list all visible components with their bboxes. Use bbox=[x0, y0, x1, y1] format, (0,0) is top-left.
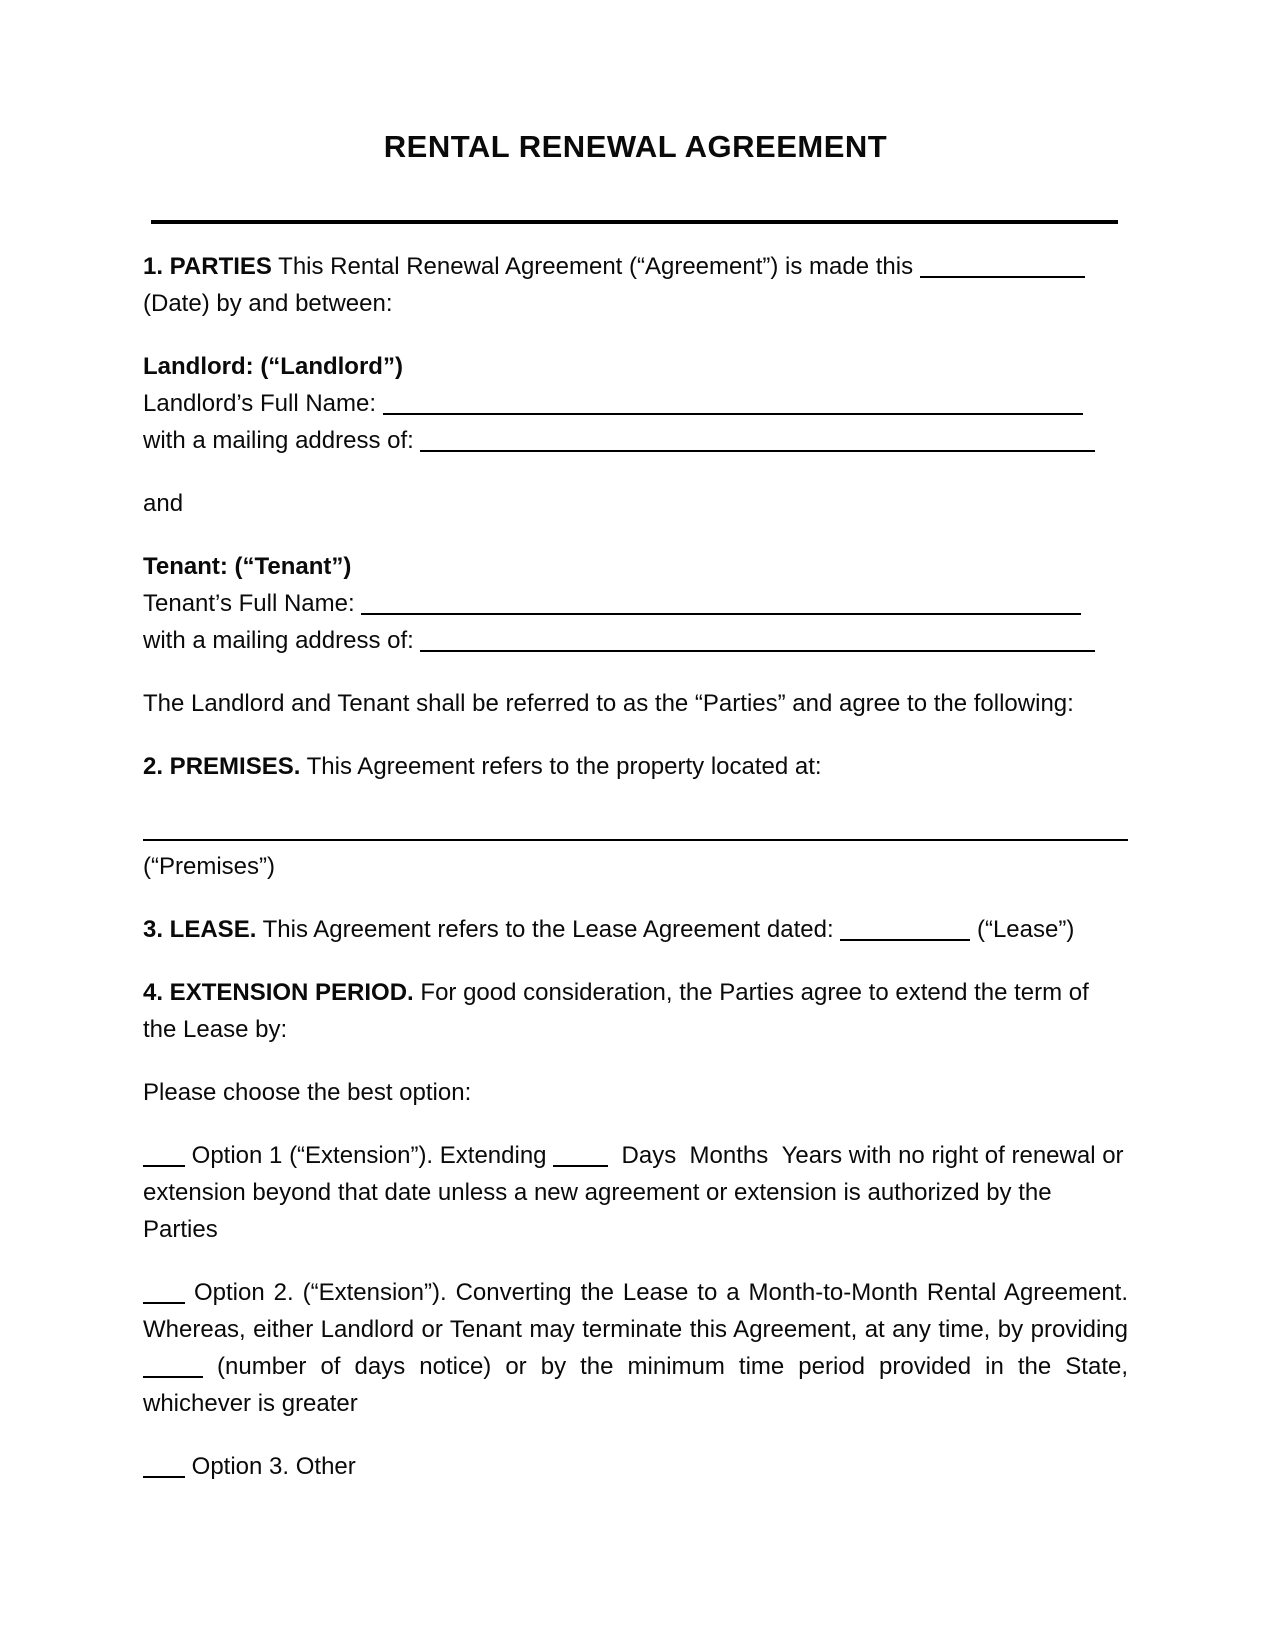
option-2 bbox=[143, 1274, 1128, 1422]
fill-in-blank bbox=[143, 1302, 185, 1304]
text-run: For good consideration, the Parties agree to extend the term of the Lease by: bbox=[143, 979, 1089, 1043]
tenant-heading bbox=[143, 548, 1128, 585]
text-run: with a mailing address of: bbox=[143, 427, 421, 454]
text-run: Days Months Years with no right of renewal or extension beyond that date unless a new agreement or extension is authorized by the Parties bbox=[143, 1142, 1124, 1243]
tenant-name-line bbox=[143, 585, 1128, 622]
landlord-heading bbox=[143, 348, 1128, 385]
extension-period-clause bbox=[143, 974, 1128, 1048]
text-run: Landlord’s Full Name: bbox=[143, 390, 383, 417]
bold-text-run: 4. EXTENSION PERIOD. bbox=[143, 979, 414, 1006]
fill-in-blank bbox=[920, 276, 1085, 278]
and-connector bbox=[143, 485, 1128, 522]
text-run: Tenant’s Full Name: bbox=[143, 590, 362, 617]
text-run: The Landlord and Tenant shall be referred to as the “Parties” and agree to the following: bbox=[143, 690, 1074, 717]
fill-in-blank bbox=[143, 1376, 203, 1378]
fill-in-blank bbox=[383, 413, 1083, 415]
bold-text-run: Landlord: (“Landlord”) bbox=[143, 353, 403, 380]
lease-clause bbox=[143, 911, 1128, 948]
bold-text-run: 3. LEASE. bbox=[143, 916, 257, 943]
fill-in-blank bbox=[420, 650, 1095, 652]
premises-clause bbox=[143, 748, 1128, 785]
text-run: Option 3. Other bbox=[185, 1453, 356, 1480]
text-run: This Rental Renewal Agreement (“Agreement”) is made this bbox=[271, 253, 920, 280]
fill-in-blank bbox=[553, 1165, 608, 1167]
fill-in-blank bbox=[143, 1476, 185, 1478]
text-run: (“Premises”) bbox=[143, 853, 275, 880]
choose-option-prompt bbox=[143, 1074, 1128, 1111]
page-title: RENTAL RENEWAL AGREEMENT bbox=[383, 129, 888, 164]
fill-in-blank bbox=[361, 613, 1081, 615]
fill-in-blank bbox=[840, 939, 970, 941]
text-run: Option 2. (“Extension”). Converting the Lease to a Month-to-Month Rental Agreement. Whereas, either Landlord or Tenant may terminate this Agreement, at any time, by providing bbox=[143, 1279, 1128, 1343]
tenant-address-line bbox=[143, 622, 1128, 659]
landlord-name-line bbox=[143, 385, 1128, 422]
text-run: (“Lease”) bbox=[970, 916, 1075, 943]
bold-text-run: Tenant: (“Tenant”) bbox=[143, 553, 352, 580]
title-rule bbox=[151, 220, 1118, 224]
text-run: Option 1 (“Extension”). Extending bbox=[185, 1142, 554, 1169]
text-run: and bbox=[143, 490, 184, 517]
fill-in-blank bbox=[420, 450, 1095, 452]
premises-blank-line bbox=[143, 811, 1128, 848]
option-1 bbox=[143, 1137, 1128, 1248]
text-run: Please choose the best option: bbox=[143, 1079, 472, 1106]
option-3 bbox=[143, 1448, 1128, 1485]
parties-clause bbox=[143, 248, 1128, 322]
parties-reference bbox=[143, 685, 1128, 722]
text-run: This Agreement refers to the property located at: bbox=[300, 753, 822, 780]
bold-text-run: 1. PARTIES bbox=[143, 253, 272, 280]
text-run: (Date) by and between: bbox=[143, 290, 393, 317]
landlord-address-line bbox=[143, 422, 1128, 459]
text-run: with a mailing address of: bbox=[143, 627, 421, 654]
bold-text-run: 2. PREMISES. bbox=[143, 753, 301, 780]
premises-label bbox=[143, 848, 1128, 885]
text-run: (number of days notice) or by the minimum time period provided in the State, whichever is greater bbox=[143, 1353, 1128, 1417]
fill-in-blank bbox=[143, 839, 1128, 841]
document-body bbox=[143, 248, 1128, 1485]
fill-in-blank bbox=[143, 1165, 185, 1167]
text-run: This Agreement refers to the Lease Agreement dated: bbox=[256, 916, 841, 943]
